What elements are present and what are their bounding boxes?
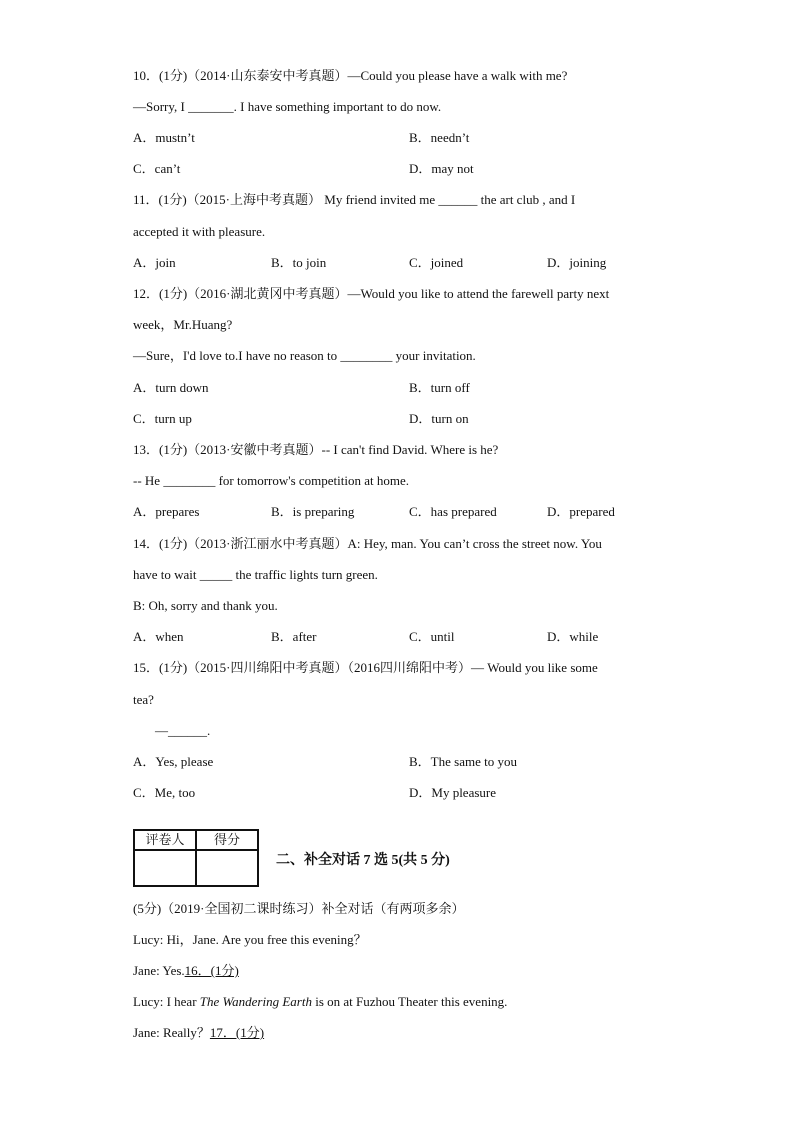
question-12-stem: 12．(1分)（2016·湖北黄冈中考真题）—Would you like to attend the farewell party next	[133, 286, 610, 301]
score-cell[interactable]	[196, 850, 258, 886]
score-header: 得分	[196, 830, 258, 850]
question-14-stem-2: have to wait _____ the traffic lights turn green.	[133, 567, 378, 582]
option-c[interactable]: C．Me, too	[133, 785, 196, 800]
option-b[interactable]: B．is preparing	[271, 504, 355, 519]
dialogue-line-1: Lucy: Hi，Jane. Are you free this evening？	[133, 932, 367, 947]
option-b[interactable]: B．turn off	[409, 380, 470, 395]
option-b[interactable]: B．needn’t	[409, 130, 470, 145]
question-10-stem: 10．(1分)（2014·山东泰安中考真题）—Could you please have a walk with me?	[133, 68, 568, 83]
question-13-stem-2: -- He ________ for tomorrow's competition at home.	[133, 473, 410, 488]
option-b[interactable]: B．The same to you	[409, 754, 517, 769]
question-11-stem: 11．(1分)（2015·上海中考真题） My friend invited me ______ the art club , and I	[133, 192, 576, 207]
answer-blank-16[interactable]: 16．(1分)	[184, 963, 239, 978]
question-15-stem-3: —______.	[155, 723, 211, 738]
option-d[interactable]: D．My pleasure	[409, 785, 497, 800]
dialogue-text: Jane: Really？	[133, 1025, 210, 1040]
answer-blank-17[interactable]: 17．(1分)	[209, 1025, 265, 1040]
option-d[interactable]: D．while	[547, 629, 599, 644]
option-b[interactable]: B．after	[271, 629, 317, 644]
option-d[interactable]: D．may not	[409, 161, 474, 176]
score-table	[133, 829, 259, 887]
dialogue-line-2	[133, 962, 239, 980]
dialogue-text: is on at Fuzhou Theater this evening.	[311, 994, 508, 1009]
question-10-stem-2: —Sorry, I _______. I have something important to do now.	[133, 99, 442, 114]
question-15-stem: 15．(1分)（2015·四川绵阳中考真题）（2016四川绵阳中考）— Would you like some	[133, 660, 598, 675]
option-c[interactable]: C．can’t	[133, 161, 181, 176]
option-a[interactable]: A．prepares	[133, 504, 200, 519]
grader-header: 评卷人	[134, 830, 196, 850]
option-d[interactable]: D．turn on	[409, 411, 469, 426]
option-a[interactable]: A．turn down	[133, 380, 209, 395]
dialogue-text: Lucy: I hear	[133, 994, 200, 1009]
question-14-stem: 14．(1分)（2013·浙江丽水中考真题）A: Hey, man. You can’t cross the street now. You	[133, 536, 602, 551]
dialogue-text: Jane: Yes.	[133, 963, 185, 978]
question-13-stem: 13．(1分)（2013·安徽中考真题）-- I can't find David. Where is he?	[133, 442, 499, 457]
grader-cell[interactable]	[134, 850, 196, 886]
dialogue-line-4	[133, 1024, 264, 1042]
question-11-stem-2: accepted it with pleasure.	[133, 224, 266, 239]
option-a[interactable]: A．when	[133, 629, 184, 644]
option-a[interactable]: A．Yes, please	[133, 754, 214, 769]
option-c[interactable]: C．turn up	[133, 411, 192, 426]
option-d[interactable]: D．joining	[547, 255, 607, 270]
option-c[interactable]: C．joined	[409, 255, 464, 270]
option-d[interactable]: D．prepared	[547, 504, 615, 519]
movie-title: The Wandering Earth	[199, 994, 312, 1009]
dialogue-line-3	[133, 993, 507, 1011]
option-a[interactable]: A．join	[133, 255, 176, 270]
section-intro: (5分)（2019·全国初二课时练习）补全对话（有两项多余）	[133, 901, 465, 916]
section-title: 二、补全对话 7 选 5(共 5 分)	[276, 853, 450, 868]
question-14-stem-3: B: Oh, sorry and thank you.	[133, 598, 278, 613]
option-b[interactable]: B．to join	[271, 255, 327, 270]
option-c[interactable]: C．has prepared	[409, 504, 497, 519]
option-c[interactable]: C．until	[409, 629, 455, 644]
question-12-stem-3: —Sure，I'd love to.I have no reason to ________ your invitation.	[133, 348, 476, 363]
question-12-stem-2: week，Mr.Huang?	[133, 317, 233, 332]
question-15-stem-2: tea?	[133, 692, 154, 707]
option-a[interactable]: A．mustn’t	[133, 130, 195, 145]
